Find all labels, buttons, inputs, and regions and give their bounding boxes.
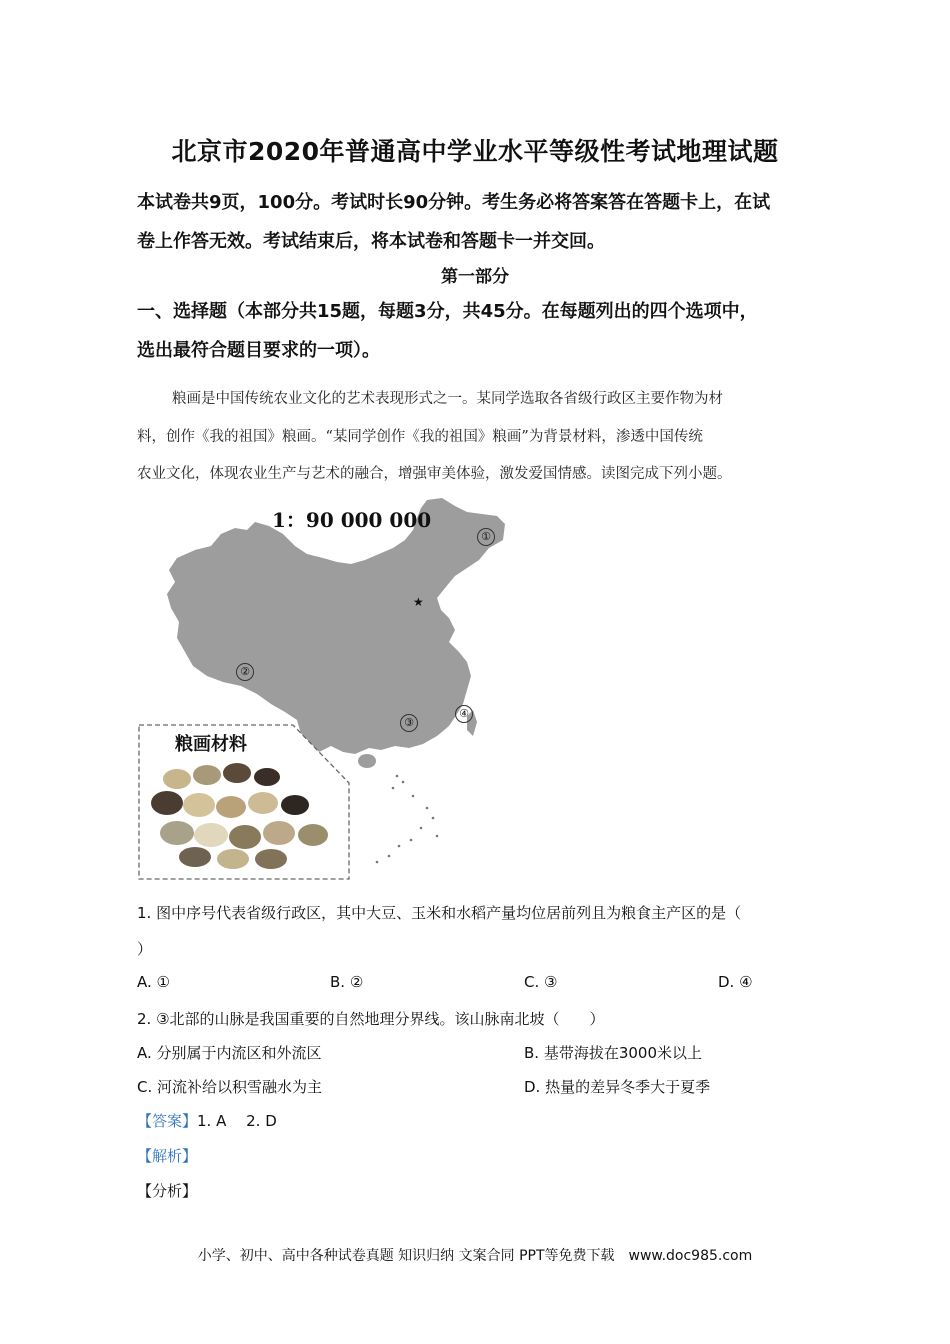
q2-option-c: C. 河流补给以积雪融水为主 [137,1078,323,1096]
answer-line [137,1110,277,1131]
inset-label: 粮画材料 [175,734,247,755]
page-footer: 小学、初中、高中各种试卷真题 知识归纳 文案合同 PPT等免费下载 www.doc985.com [197,1248,753,1264]
q1-option-b: B. ② [330,973,364,991]
marker-1: ① [477,528,495,546]
answer-label: 【答案】 [137,1112,198,1130]
q1-option-d: D. ④ [718,973,753,991]
map-scale: 1：90 000 000 [272,508,432,532]
q1-stem: 1. 图中序号代表省级行政区，其中大豆、玉米和水稻产量均位居前列且为粮食主产区的是（ [137,904,742,922]
section-line-2: 选出最符合题目要求的一项）。 [137,340,380,361]
china-map-figure [137,490,517,880]
instructions-line-2: 卷上作答无效。考试结束后，将本试卷和答题卡一并交回。 [137,231,605,252]
passage-line-3: 农业文化，体现农业生产与艺术的融合，增强审美体验，激发爱国情感。读图完成下列小题。 [137,466,732,482]
marker-2: ② [236,663,254,681]
q2-option-a: A. 分别属于内流区和外流区 [137,1044,322,1062]
page-title: 北京市2020年普通高中学业水平等级性考试地理试题 [171,137,779,166]
south-sea-islands [376,775,439,864]
hainan-island [358,754,376,768]
part-heading: 第一部分 [441,267,509,287]
q1-stem-end: ） [137,940,153,958]
marker-3: ③ [400,714,418,732]
capital-star-icon: ★ [413,595,424,609]
marker-4: ④ [455,705,473,723]
q1-option-a: A. ① [137,973,170,991]
q2-option-d: D. 热量的差异冬季大于夏季 [524,1078,711,1096]
fenxi-label: 【分析】 [137,1182,198,1200]
section-line-1: 一、选择题（本部分共15题，每题3分，共45分。在每题列出的四个选项中， [137,301,758,322]
instructions-line-1: 本试卷共9页，100分。考试时长90分钟。考生务必将答案答在答题卡上，在试 [137,192,771,213]
q2-stem: 2. ③北部的山脉是我国重要的自然地理分界线。该山脉南北坡（ ） [137,1010,605,1028]
q1-option-c: C. ③ [524,973,558,991]
passage-line-2: 料，创作《我的祖国》粮画。“某同学创作《我的祖国》粮画”为背景材料，渗透中国传统 [137,429,703,445]
q2-option-b: B. 基带海拔在3000米以上 [524,1044,703,1062]
answer-text: 1. A 2. D [197,1112,277,1130]
analysis-label: 【解析】 [137,1147,198,1165]
passage-line-1: 粮画是中国传统农业文化的艺术表现形式之一。某同学选取各省级行政区主要作物为材 [172,391,723,407]
